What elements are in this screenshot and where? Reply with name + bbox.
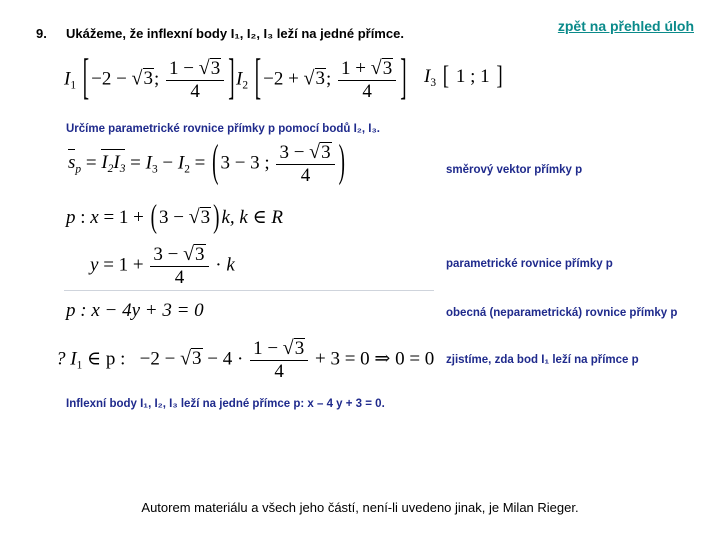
author-footer: Autorem materiálu a všech jeho částí, není-li uvedeno jinak, je Milan Rieger. — [141, 500, 579, 515]
task-number: 9. — [36, 26, 47, 41]
point-i1: $I_1$ [ −2 − √3; $\frac{1 - √3}{4}$ ] — [64, 51, 235, 107]
general-label: obecná (neparametrická) rovnice přímky p — [446, 307, 678, 319]
task-title: Ukážeme, že inflexní body I₁, I₂, I₃ leží na jedné přímce. — [66, 26, 404, 41]
check-label: zjistíme, zda bod I₁ leží na přímce p — [446, 354, 639, 366]
parametric-x-equation: p : x = 1 + ( 3 − √3 ) k, k ∈ R — [66, 199, 284, 236]
conclusion-text: Inflexní body I₁, I₂, I₃ leží na jedné přímce p: x – 4 y + 3 = 0. — [66, 398, 385, 410]
direction-label: směrový vektor přímky p — [446, 164, 583, 176]
intro-text: Určíme parametrické rovnice přímky p pomocí bodů I₂, I₃. — [66, 123, 380, 135]
point-i3: $I_3$ [ 1 ; 1 ] — [424, 61, 503, 92]
point-i2: $I_2$ [ −2 + √3; $\frac{1 + √3}{4}$ ] — [236, 51, 407, 107]
check-equation: ? $I_1$ ∈ p : −2 − √3 − 4 · $\frac{1 - √3}{4}$ + 3 = 0 ⇒ 0 = 0 — [56, 337, 435, 382]
divider — [64, 290, 434, 291]
back-to-tasks-link[interactable]: zpět na přehled úloh — [557, 18, 694, 34]
direction-vector-equation: $s_p = I_2I_3 = I_3 - I_2$ = ( 3 − 3 ; $\frac{3 - √3}{4}$ ) — [68, 137, 345, 188]
general-equation: p : x − 4y + 3 = 0 — [66, 300, 204, 321]
parametric-label: parametrické rovnice přímky p — [446, 258, 613, 270]
parametric-y-equation: y = 1 + $\frac{3 - √3}{4}$ · k — [90, 243, 235, 288]
